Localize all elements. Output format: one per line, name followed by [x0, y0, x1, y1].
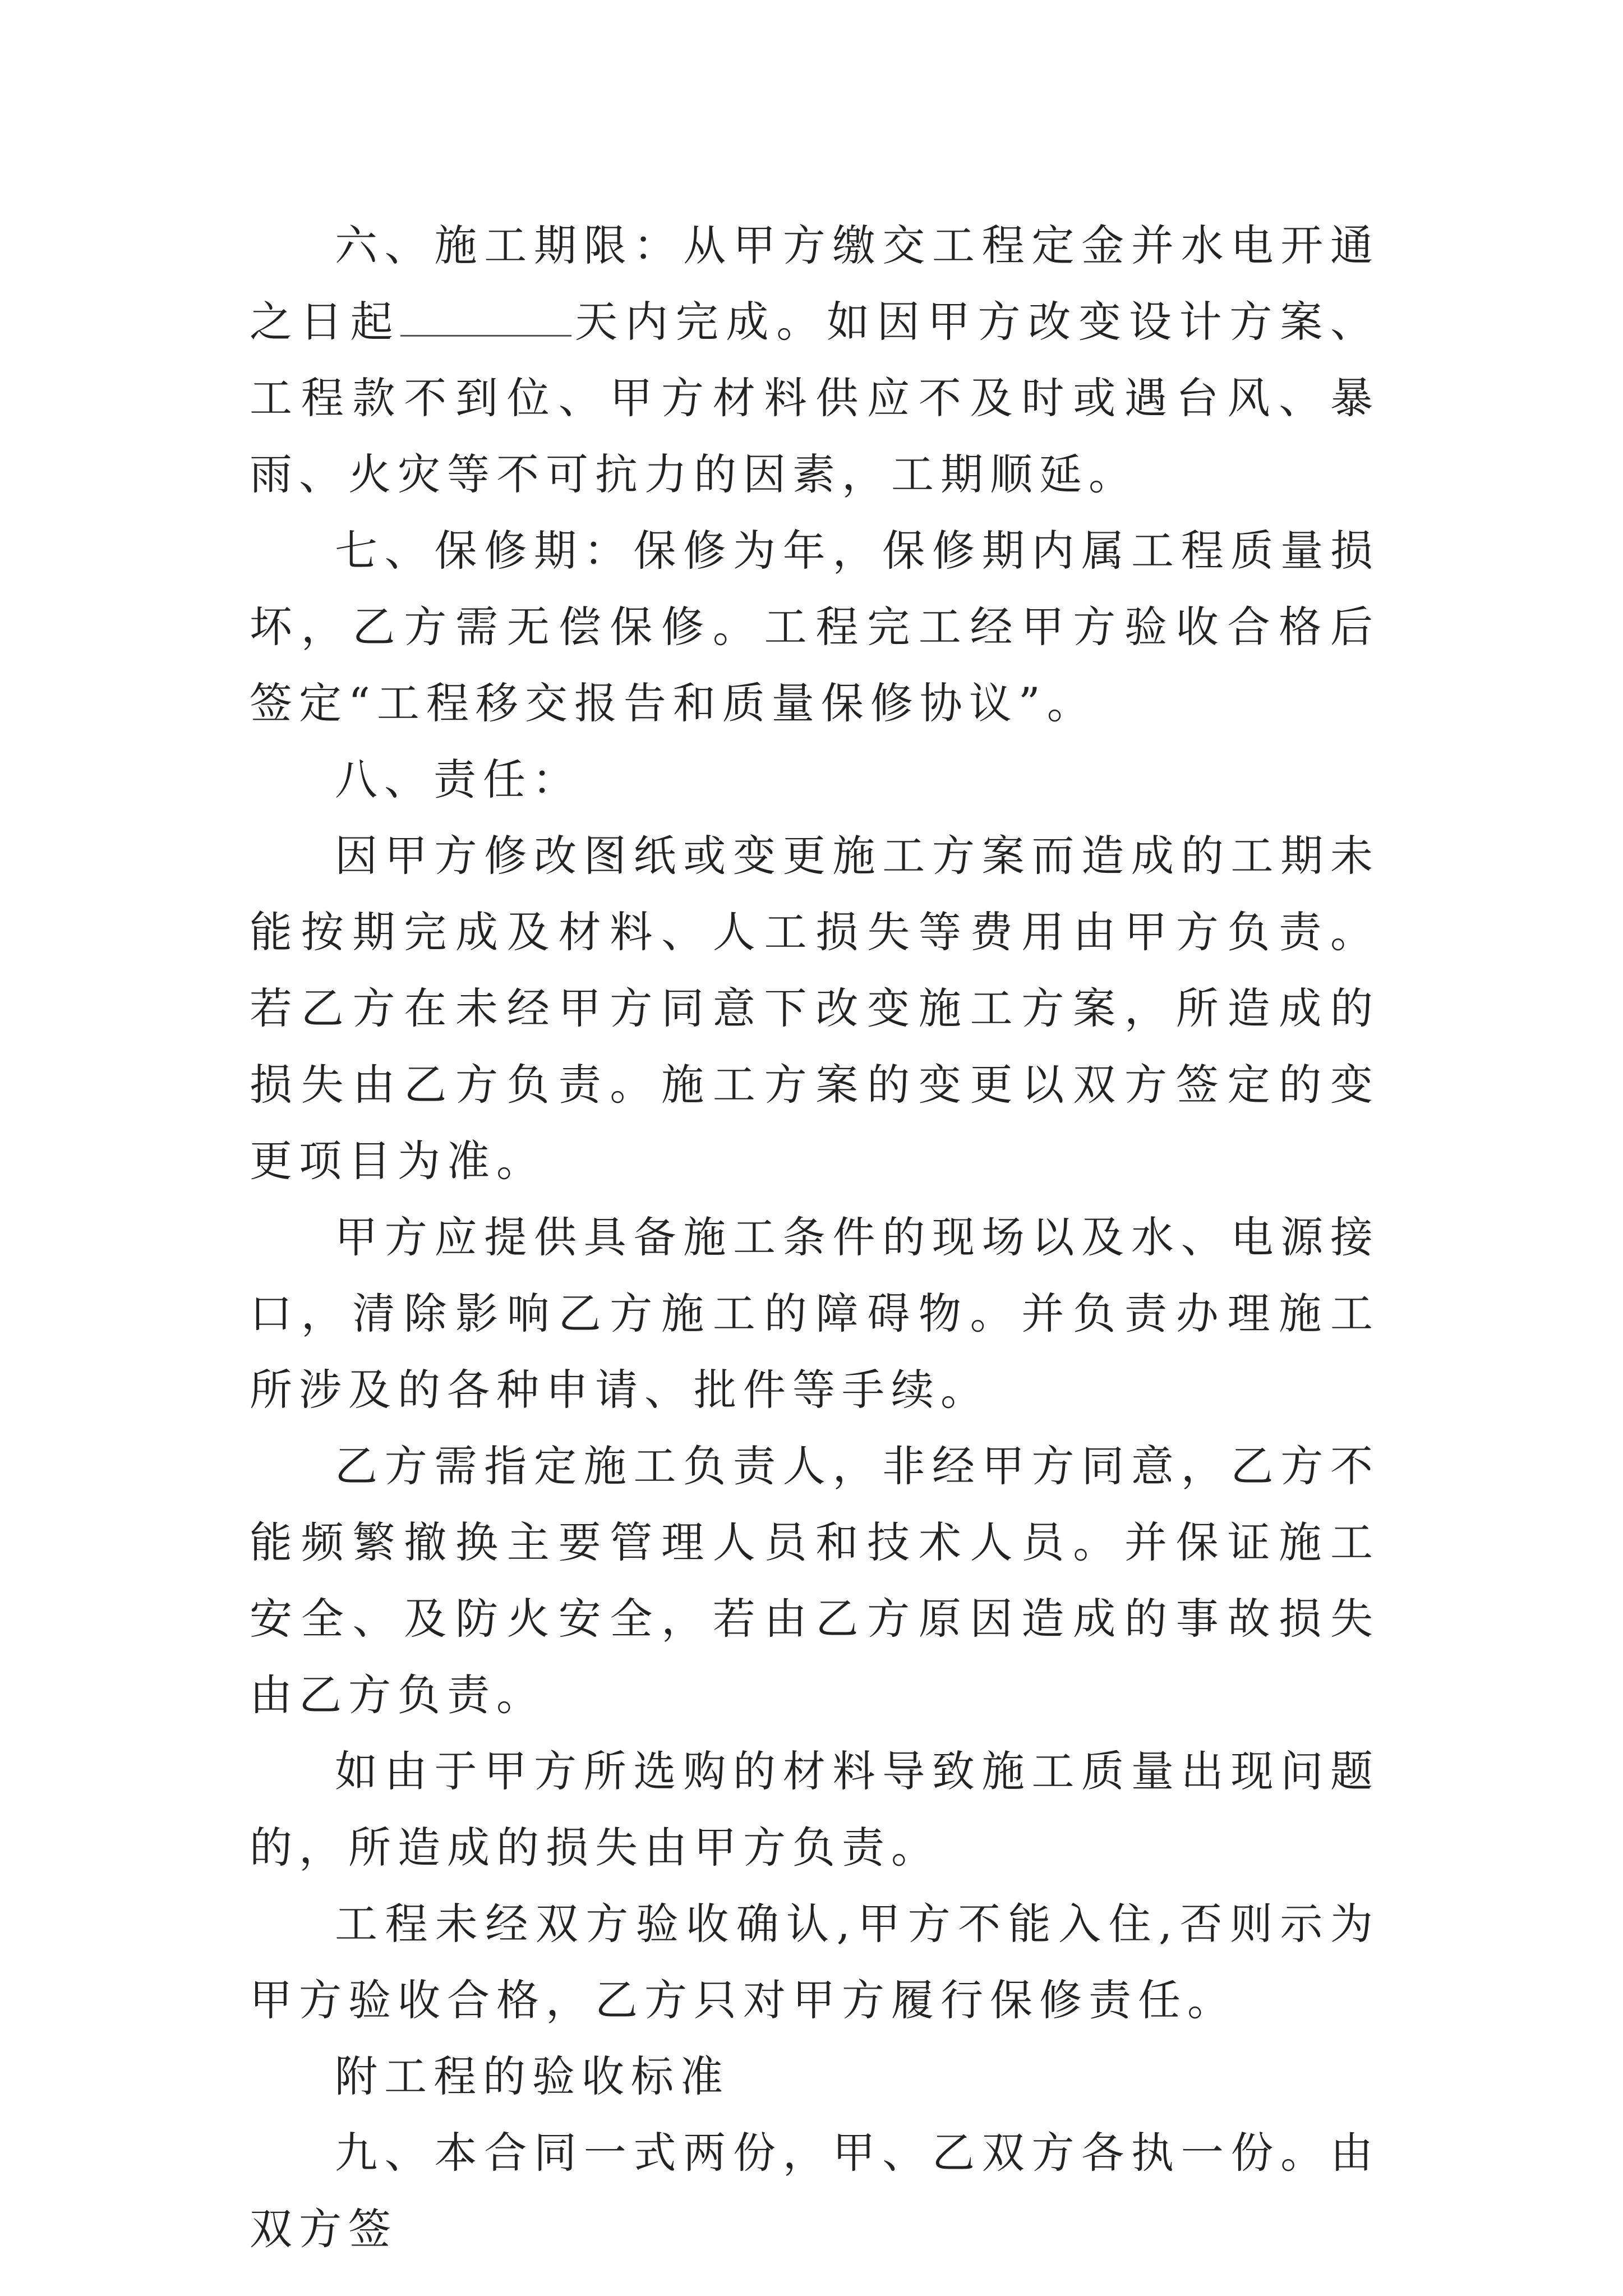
paragraph-acceptance-standard: 附工程的验收标准 — [335, 2051, 730, 2101]
paragraph-warranty-period: 七、保修期：保修为年，保修期内属工程质量损坏，乙方需无偿保修。工程完工经甲方验收合格后签定“工程移交报告和质量保修协议”。 — [250, 526, 1380, 728]
document-body — [250, 208, 1380, 2267]
paragraph-material-quality: 如由于甲方所选购的材料导致施工质量出现问题的，所造成的损失由甲方负责。 — [250, 1746, 1380, 1872]
paragraph-text-end: 天内完成。如因甲方改变设计方案、工程款不到位、甲方材料供应不及时或遇台风、暴雨、火灾等不可抗力的因素，工期顺延。 — [250, 297, 1380, 499]
paragraph-site-manager: 乙方需指定施工负责人，非经甲方同意，乙方不能频繁撤换主要管理人员和技术人员。并保证施工安全、及防火安全，若由乙方原因造成的事故损失由乙方负责。 — [250, 1441, 1380, 1720]
paragraph-responsibility-heading: 八、责任： — [335, 754, 582, 804]
paragraph-site-conditions: 甲方应提供具备施工条件的现场以及水、电源接口，清除影响乙方施工的障碍物。并负责办理施工所涉及的各种申请、批件等手续。 — [250, 1212, 1380, 1415]
paragraph-construction-period — [250, 208, 1380, 513]
paragraph-acceptance: 工程未经双方验收确认,甲方不能入住,否则示为甲方验收合格，乙方只对甲方履行保修责任。 — [250, 1899, 1380, 2025]
paragraph-text-start: 六、施工期限：从甲方缴交工程定金并水电开通之日起 — [250, 220, 1380, 347]
paragraph-contract-copies: 九、本合同一式两份，甲、乙双方各执一份。由双方签 — [250, 2128, 1380, 2254]
paragraph-design-change-liability: 因甲方修改图纸或变更施工方案而造成的工期未能按期完成及材料、人工损失等费用由甲方负责。若乙方在未经甲方同意下改变施工方案，所造成的损失由乙方负责。施工方案的变更以双方签定的变更项目为准。 — [250, 831, 1380, 1186]
days-blank-line — [400, 296, 571, 337]
